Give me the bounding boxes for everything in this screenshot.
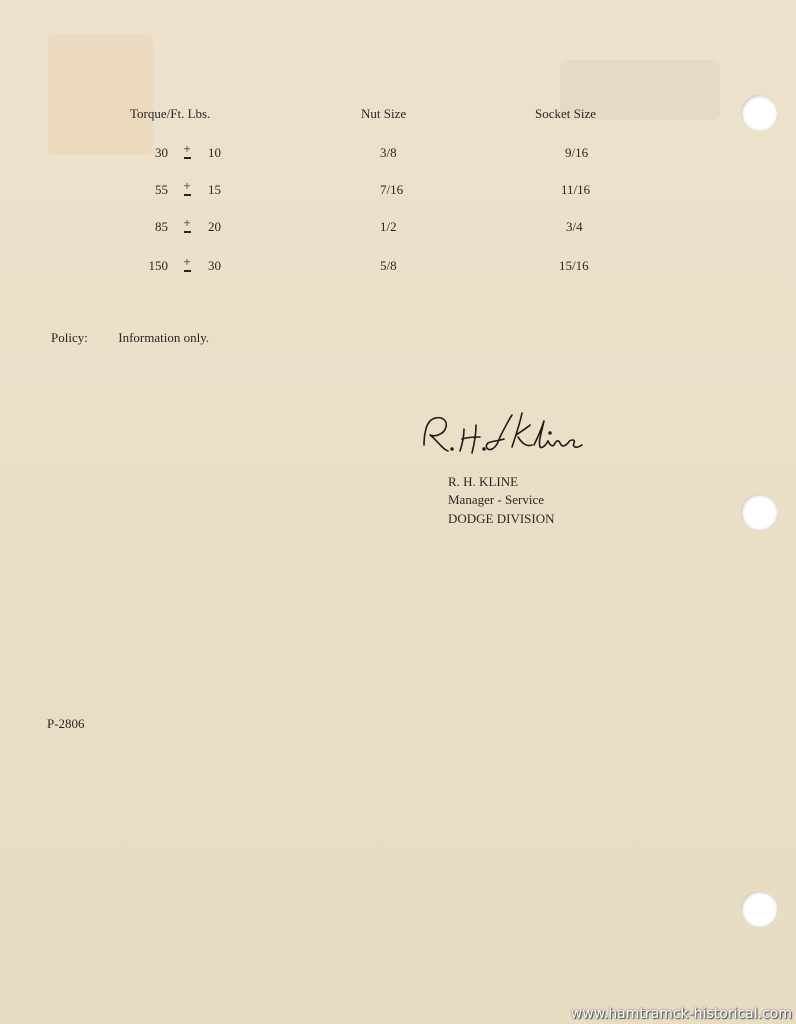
watermark: www.hamtramck-historical.com — [570, 1006, 792, 1022]
nut-size-value: 7/16 — [380, 182, 404, 197]
tolerance-value: 10 — [208, 145, 221, 160]
nut-size-value: 1/2 — [380, 219, 397, 234]
handwritten-signature — [418, 405, 598, 465]
plus-minus-sign: + — [182, 216, 192, 233]
policy-text: Information only. — [118, 330, 210, 345]
document-reference-number: P-2806 — [47, 716, 85, 731]
nut-size-value: 3/8 — [380, 145, 397, 160]
header-socket-size: Socket Size — [535, 106, 597, 121]
policy-label: Policy: — [51, 330, 88, 345]
socket-size-value: 3/4 — [566, 219, 583, 234]
tolerance-value: 15 — [208, 182, 221, 197]
punch-hole — [741, 95, 777, 131]
nut-size-value: 5/8 — [380, 258, 397, 273]
torque-value: 55 — [155, 182, 168, 197]
plus-minus-sign: + — [182, 179, 192, 196]
socket-size-value: 11/16 — [561, 182, 591, 197]
punch-hole — [741, 494, 777, 530]
torque-value: 150 — [148, 258, 168, 273]
socket-size-value: 9/16 — [565, 145, 589, 160]
header-torque: Torque/Ft. Lbs. — [130, 106, 211, 121]
torque-value: 30 — [155, 145, 168, 160]
plus-minus-sign: + — [182, 142, 192, 159]
signer-division: DODGE DIVISION — [448, 511, 555, 526]
punch-hole — [741, 891, 777, 927]
torque-value: 85 — [155, 219, 168, 234]
plus-minus-sign: + — [182, 255, 192, 272]
tolerance-value: 30 — [208, 258, 221, 273]
signer-title: Manager - Service — [448, 492, 545, 507]
bleed-through-stain — [48, 35, 153, 155]
signer-name: R. H. KLINE — [448, 474, 519, 489]
tolerance-value: 20 — [208, 219, 221, 234]
policy-statement — [51, 330, 209, 346]
header-nut-size: Nut Size — [361, 106, 407, 121]
socket-size-value: 15/16 — [559, 258, 589, 273]
